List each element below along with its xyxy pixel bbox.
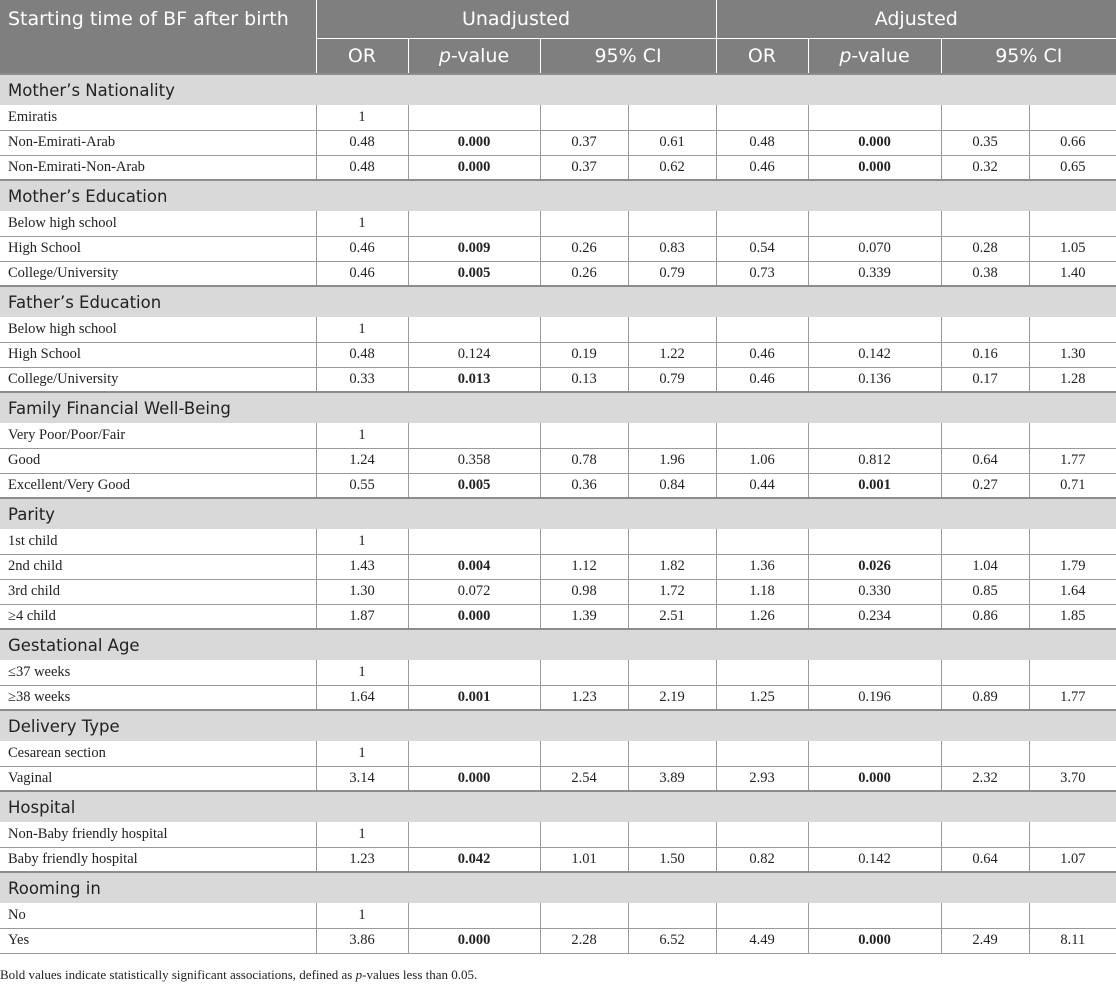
adjusted-p-value-cell: 0.026 [808, 554, 941, 579]
adjusted-ci-upper-cell [1029, 529, 1116, 554]
adjusted-p-value-cell: 0.001 [808, 473, 941, 498]
unadjusted-p-value-cell [408, 211, 540, 236]
row-label-cell: 1st child [0, 529, 316, 554]
unadjusted-ci-lower-cell [540, 903, 628, 928]
unadjusted-or-cell: 1 [316, 317, 408, 342]
table-row [0, 423, 1116, 448]
unadjusted-p-value-cell: 0.000 [408, 155, 540, 180]
unadjusted-ci-lower-cell [540, 105, 628, 130]
adjusted-ci-upper-cell [1029, 903, 1116, 928]
adjusted-ci-lower-cell: 2.49 [941, 928, 1029, 953]
adjusted-ci-lower-cell [941, 660, 1029, 685]
unadjusted-or-cell: 0.46 [316, 236, 408, 261]
adjusted-ci-upper-cell [1029, 105, 1116, 130]
unadjusted-or-cell: 1 [316, 903, 408, 928]
row-label-cell: Baby friendly hospital [0, 847, 316, 872]
unadjusted-ci-upper-cell: 6.52 [628, 928, 716, 953]
table-row [0, 130, 1116, 155]
section-title: Mother’s Nationality [0, 74, 1116, 105]
unadjusted-ci-lower-cell: 0.98 [540, 579, 628, 604]
row-label-cell: 3rd child [0, 579, 316, 604]
table-row [0, 473, 1116, 498]
section-title: Hospital [0, 791, 1116, 822]
adjusted-ci-lower-cell: 0.38 [941, 261, 1029, 286]
row-label-cell: Below high school [0, 211, 316, 236]
adjusted-ci-lower-cell: 0.64 [941, 448, 1029, 473]
adjusted-ci-lower-cell [941, 211, 1029, 236]
section-title: Father’s Education [0, 286, 1116, 317]
table-row [0, 685, 1116, 710]
adjusted-or-header: OR [716, 38, 808, 74]
table-row [0, 903, 1116, 928]
adjusted-ci-upper-cell: 1.64 [1029, 579, 1116, 604]
adjusted-ci-lower-cell [941, 822, 1029, 847]
table-row [0, 822, 1116, 847]
unadjusted-p-value-cell: 0.013 [408, 367, 540, 392]
adjusted-p-value-cell: 0.339 [808, 261, 941, 286]
table-row [0, 847, 1116, 872]
adjusted-or-cell [716, 822, 808, 847]
unadjusted-ci-header: 95% CI [540, 38, 716, 74]
adjusted-or-cell: 0.82 [716, 847, 808, 872]
table-body [0, 74, 1116, 953]
unadjusted-p-value-cell: 0.072 [408, 579, 540, 604]
unadjusted-or-header: OR [316, 38, 408, 74]
row-label-cell: College/University [0, 261, 316, 286]
unadjusted-p-value-cell: 0.001 [408, 685, 540, 710]
adjusted-or-cell [716, 105, 808, 130]
adjusted-p-value-cell [808, 529, 941, 554]
adjusted-or-cell: 0.48 [716, 130, 808, 155]
section-header [0, 710, 1116, 741]
adjusted-ci-lower-cell [941, 317, 1029, 342]
unadjusted-p-value-cell: 0.000 [408, 604, 540, 629]
adjusted-p-value-cell: 0.196 [808, 685, 941, 710]
adjusted-p-value-cell [808, 317, 941, 342]
adjusted-or-cell: 1.26 [716, 604, 808, 629]
unadjusted-ci-upper-cell [628, 741, 716, 766]
adjusted-or-cell: 1.25 [716, 685, 808, 710]
table-row [0, 554, 1116, 579]
adjusted-ci-upper-cell: 1.40 [1029, 261, 1116, 286]
adjusted-or-cell [716, 423, 808, 448]
adjusted-or-cell [716, 903, 808, 928]
row-label-cell: Non-Emirati-Non-Arab [0, 155, 316, 180]
unadjusted-ci-upper-cell: 1.96 [628, 448, 716, 473]
unadjusted-ci-upper-cell [628, 105, 716, 130]
unadjusted-ci-upper-cell: 0.79 [628, 261, 716, 286]
adjusted-ci-upper-cell: 1.28 [1029, 367, 1116, 392]
adjusted-p-value-cell [808, 822, 941, 847]
adjusted-ci-lower-cell: 2.32 [941, 766, 1029, 791]
unadjusted-p-value-cell [408, 105, 540, 130]
adjusted-ci-upper-cell: 0.71 [1029, 473, 1116, 498]
adjusted-or-cell: 1.18 [716, 579, 808, 604]
section-title: Mother’s Education [0, 180, 1116, 211]
section-header [0, 392, 1116, 423]
row-label-cell: College/University [0, 367, 316, 392]
unadjusted-ci-upper-cell: 1.82 [628, 554, 716, 579]
row-label-cell: High School [0, 236, 316, 261]
row-label-cell: ≤37 weeks [0, 660, 316, 685]
adjusted-p-value-cell: 0.070 [808, 236, 941, 261]
adjusted-p-value-header: p-value [808, 38, 941, 74]
table-row [0, 211, 1116, 236]
unadjusted-ci-upper-cell [628, 317, 716, 342]
adjusted-ci-upper-cell [1029, 660, 1116, 685]
adjusted-ci-upper-cell [1029, 317, 1116, 342]
row-label-cell: High School [0, 342, 316, 367]
table-row [0, 579, 1116, 604]
adjusted-p-value-cell: 0.000 [808, 155, 941, 180]
unadjusted-or-cell: 1 [316, 660, 408, 685]
unadjusted-ci-lower-cell: 0.78 [540, 448, 628, 473]
adjusted-ci-header: 95% CI [941, 38, 1116, 74]
unadjusted-ci-lower-cell [540, 529, 628, 554]
adjusted-ci-upper-cell [1029, 741, 1116, 766]
unadjusted-or-cell: 0.55 [316, 473, 408, 498]
adjusted-or-cell: 0.73 [716, 261, 808, 286]
row-label-cell: Non-Baby friendly hospital [0, 822, 316, 847]
unadjusted-or-cell: 1 [316, 741, 408, 766]
unadjusted-ci-lower-cell: 0.26 [540, 236, 628, 261]
unadjusted-ci-lower-cell [540, 741, 628, 766]
adjusted-or-cell [716, 529, 808, 554]
unadjusted-ci-lower-cell: 0.36 [540, 473, 628, 498]
adjusted-ci-lower-cell: 0.86 [941, 604, 1029, 629]
row-label-cell: 2nd child [0, 554, 316, 579]
adjusted-or-cell: 0.44 [716, 473, 808, 498]
unadjusted-ci-upper-cell [628, 903, 716, 928]
unadjusted-ci-upper-cell: 0.84 [628, 473, 716, 498]
adjusted-or-cell [716, 741, 808, 766]
unadjusted-p-value-cell: 0.000 [408, 928, 540, 953]
adjusted-p-value-cell [808, 903, 941, 928]
table-row [0, 261, 1116, 286]
unadjusted-p-value-cell: 0.042 [408, 847, 540, 872]
adjusted-p-value-cell [808, 423, 941, 448]
unadjusted-ci-lower-cell: 1.39 [540, 604, 628, 629]
unadjusted-or-cell: 0.48 [316, 342, 408, 367]
unadjusted-or-cell: 1.43 [316, 554, 408, 579]
adjusted-p-value-cell: 0.234 [808, 604, 941, 629]
adjusted-or-cell: 0.46 [716, 342, 808, 367]
unadjusted-ci-upper-cell [628, 423, 716, 448]
adjusted-p-value-cell: 0.812 [808, 448, 941, 473]
table-row [0, 155, 1116, 180]
adjusted-ci-lower-cell [941, 529, 1029, 554]
unadjusted-ci-lower-cell [540, 423, 628, 448]
adjusted-ci-lower-cell: 1.04 [941, 554, 1029, 579]
unadjusted-ci-lower-cell [540, 317, 628, 342]
unadjusted-p-value-cell: 0.009 [408, 236, 540, 261]
adjusted-or-cell [716, 660, 808, 685]
adjusted-p-value-cell: 0.330 [808, 579, 941, 604]
header-row-groups [0, 0, 1116, 38]
unadjusted-ci-lower-cell: 1.01 [540, 847, 628, 872]
unadjusted-ci-upper-cell: 0.61 [628, 130, 716, 155]
unadjusted-ci-lower-cell: 0.37 [540, 155, 628, 180]
adjusted-p-value-cell [808, 660, 941, 685]
row-label-cell: Yes [0, 928, 316, 953]
table-row [0, 928, 1116, 953]
unadjusted-p-value-cell: 0.124 [408, 342, 540, 367]
adjusted-or-cell: 1.36 [716, 554, 808, 579]
adjusted-p-value-cell [808, 211, 941, 236]
adjusted-p-value-cell: 0.142 [808, 342, 941, 367]
adjusted-or-cell [716, 317, 808, 342]
unadjusted-header: Unadjusted [316, 0, 716, 38]
adjusted-p-value-cell: 0.000 [808, 130, 941, 155]
unadjusted-ci-lower-cell: 1.12 [540, 554, 628, 579]
unadjusted-or-cell: 1 [316, 822, 408, 847]
table-row [0, 529, 1116, 554]
unadjusted-p-value-cell [408, 423, 540, 448]
adjusted-ci-lower-cell: 0.85 [941, 579, 1029, 604]
adjusted-ci-lower-cell: 0.28 [941, 236, 1029, 261]
unadjusted-or-cell: 1.30 [316, 579, 408, 604]
unadjusted-ci-lower-cell: 1.23 [540, 685, 628, 710]
unadjusted-ci-lower-cell [540, 211, 628, 236]
adjusted-ci-upper-cell: 1.79 [1029, 554, 1116, 579]
table-row [0, 105, 1116, 130]
adjusted-or-cell: 0.46 [716, 155, 808, 180]
adjusted-ci-upper-cell: 0.65 [1029, 155, 1116, 180]
section-title: Rooming in [0, 872, 1116, 903]
unadjusted-p-value-cell [408, 660, 540, 685]
row-label-cell: Good [0, 448, 316, 473]
unadjusted-or-cell: 1 [316, 529, 408, 554]
unadjusted-ci-lower-cell [540, 822, 628, 847]
adjusted-header: Adjusted [716, 0, 1116, 38]
unadjusted-p-value-cell [408, 317, 540, 342]
adjusted-ci-upper-cell [1029, 423, 1116, 448]
unadjusted-or-cell: 0.48 [316, 155, 408, 180]
section-title: Gestational Age [0, 629, 1116, 660]
adjusted-p-value-cell [808, 105, 941, 130]
row-label-cell: ≥4 child [0, 604, 316, 629]
section-title: Parity [0, 498, 1116, 529]
adjusted-p-value-cell: 0.136 [808, 367, 941, 392]
unadjusted-ci-lower-cell: 2.54 [540, 766, 628, 791]
row-label-cell: Non-Emirati-Arab [0, 130, 316, 155]
unadjusted-ci-upper-cell: 0.62 [628, 155, 716, 180]
table-row [0, 604, 1116, 629]
unadjusted-ci-upper-cell: 2.19 [628, 685, 716, 710]
unadjusted-ci-lower-cell: 0.13 [540, 367, 628, 392]
adjusted-ci-lower-cell [941, 741, 1029, 766]
adjusted-ci-lower-cell: 0.89 [941, 685, 1029, 710]
unadjusted-ci-upper-cell: 2.51 [628, 604, 716, 629]
adjusted-or-cell: 2.93 [716, 766, 808, 791]
adjusted-ci-lower-cell [941, 903, 1029, 928]
row-label-cell: Vaginal [0, 766, 316, 791]
unadjusted-p-value-cell [408, 529, 540, 554]
adjusted-p-value-cell: 0.000 [808, 766, 941, 791]
unadjusted-or-cell: 1 [316, 105, 408, 130]
unadjusted-or-cell: 1.64 [316, 685, 408, 710]
adjusted-p-value-cell: 0.142 [808, 847, 941, 872]
section-title: Delivery Type [0, 710, 1116, 741]
adjusted-ci-upper-cell: 0.66 [1029, 130, 1116, 155]
unadjusted-ci-upper-cell: 0.83 [628, 236, 716, 261]
unadjusted-p-value-cell: 0.005 [408, 473, 540, 498]
table-row [0, 236, 1116, 261]
adjusted-p-value-cell [808, 741, 941, 766]
table-row [0, 342, 1116, 367]
unadjusted-ci-upper-cell [628, 529, 716, 554]
table-row [0, 741, 1116, 766]
unadjusted-or-cell: 1.87 [316, 604, 408, 629]
unadjusted-ci-upper-cell: 0.79 [628, 367, 716, 392]
adjusted-ci-lower-cell: 0.17 [941, 367, 1029, 392]
section-header [0, 791, 1116, 822]
unadjusted-or-cell: 0.33 [316, 367, 408, 392]
adjusted-ci-upper-cell: 1.05 [1029, 236, 1116, 261]
adjusted-ci-upper-cell: 3.70 [1029, 766, 1116, 791]
row-label-cell: No [0, 903, 316, 928]
adjusted-or-cell: 1.06 [716, 448, 808, 473]
unadjusted-ci-upper-cell: 1.50 [628, 847, 716, 872]
adjusted-ci-upper-cell: 1.77 [1029, 448, 1116, 473]
unadjusted-ci-lower-cell: 0.19 [540, 342, 628, 367]
unadjusted-ci-upper-cell [628, 822, 716, 847]
section-header [0, 629, 1116, 660]
adjusted-ci-upper-cell: 1.30 [1029, 342, 1116, 367]
row-label-header: Starting time of BF after birth [0, 0, 316, 74]
unadjusted-or-cell: 3.14 [316, 766, 408, 791]
unadjusted-ci-upper-cell: 3.89 [628, 766, 716, 791]
table-row [0, 660, 1116, 685]
unadjusted-or-cell: 0.46 [316, 261, 408, 286]
unadjusted-ci-lower-cell: 0.26 [540, 261, 628, 286]
section-header [0, 286, 1116, 317]
unadjusted-p-value-cell: 0.358 [408, 448, 540, 473]
unadjusted-p-value-cell: 0.005 [408, 261, 540, 286]
unadjusted-or-cell: 3.86 [316, 928, 408, 953]
unadjusted-p-value-cell [408, 822, 540, 847]
row-label-cell: Cesarean section [0, 741, 316, 766]
adjusted-ci-lower-cell: 0.32 [941, 155, 1029, 180]
adjusted-ci-upper-cell [1029, 211, 1116, 236]
adjusted-ci-lower-cell: 0.27 [941, 473, 1029, 498]
unadjusted-ci-lower-cell: 2.28 [540, 928, 628, 953]
adjusted-ci-lower-cell: 0.16 [941, 342, 1029, 367]
table-row [0, 317, 1116, 342]
adjusted-ci-lower-cell: 0.35 [941, 130, 1029, 155]
row-label-cell: Below high school [0, 317, 316, 342]
section-header [0, 180, 1116, 211]
adjusted-or-cell: 0.46 [716, 367, 808, 392]
adjusted-ci-upper-cell [1029, 822, 1116, 847]
table-row [0, 367, 1116, 392]
row-label-cell: Excellent/Very Good [0, 473, 316, 498]
section-header [0, 74, 1116, 105]
unadjusted-ci-upper-cell [628, 211, 716, 236]
adjusted-or-cell [716, 211, 808, 236]
adjusted-p-value-cell: 0.000 [808, 928, 941, 953]
table-row [0, 448, 1116, 473]
section-header [0, 872, 1116, 903]
unadjusted-p-value-cell [408, 903, 540, 928]
row-label-cell: Very Poor/Poor/Fair [0, 423, 316, 448]
adjusted-or-cell: 4.49 [716, 928, 808, 953]
adjusted-ci-upper-cell: 1.07 [1029, 847, 1116, 872]
unadjusted-ci-upper-cell: 1.22 [628, 342, 716, 367]
row-label-cell: ≥38 weeks [0, 685, 316, 710]
adjusted-ci-lower-cell: 0.64 [941, 847, 1029, 872]
unadjusted-or-cell: 1.23 [316, 847, 408, 872]
unadjusted-p-value-cell: 0.000 [408, 130, 540, 155]
unadjusted-or-cell: 1.24 [316, 448, 408, 473]
unadjusted-or-cell: 1 [316, 211, 408, 236]
table-row [0, 766, 1116, 791]
unadjusted-p-value-cell: 0.004 [408, 554, 540, 579]
section-title: Family Financial Well-Being [0, 392, 1116, 423]
footnote: Bold values indicate statistically significant associations, defined as p-values less than 0.05. [0, 967, 478, 982]
row-label-cell: Emiratis [0, 105, 316, 130]
unadjusted-ci-lower-cell: 0.37 [540, 130, 628, 155]
adjusted-ci-upper-cell: 8.11 [1029, 928, 1116, 953]
unadjusted-p-value-header: p-value [408, 38, 540, 74]
section-header [0, 498, 1116, 529]
unadjusted-ci-upper-cell [628, 660, 716, 685]
unadjusted-ci-lower-cell [540, 660, 628, 685]
adjusted-ci-upper-cell: 1.85 [1029, 604, 1116, 629]
adjusted-ci-lower-cell [941, 105, 1029, 130]
adjusted-or-cell: 0.54 [716, 236, 808, 261]
adjusted-ci-upper-cell: 1.77 [1029, 685, 1116, 710]
unadjusted-or-cell: 1 [316, 423, 408, 448]
adjusted-ci-lower-cell [941, 423, 1029, 448]
unadjusted-ci-upper-cell: 1.72 [628, 579, 716, 604]
unadjusted-or-cell: 0.48 [316, 130, 408, 155]
unadjusted-p-value-cell [408, 741, 540, 766]
unadjusted-p-value-cell: 0.000 [408, 766, 540, 791]
